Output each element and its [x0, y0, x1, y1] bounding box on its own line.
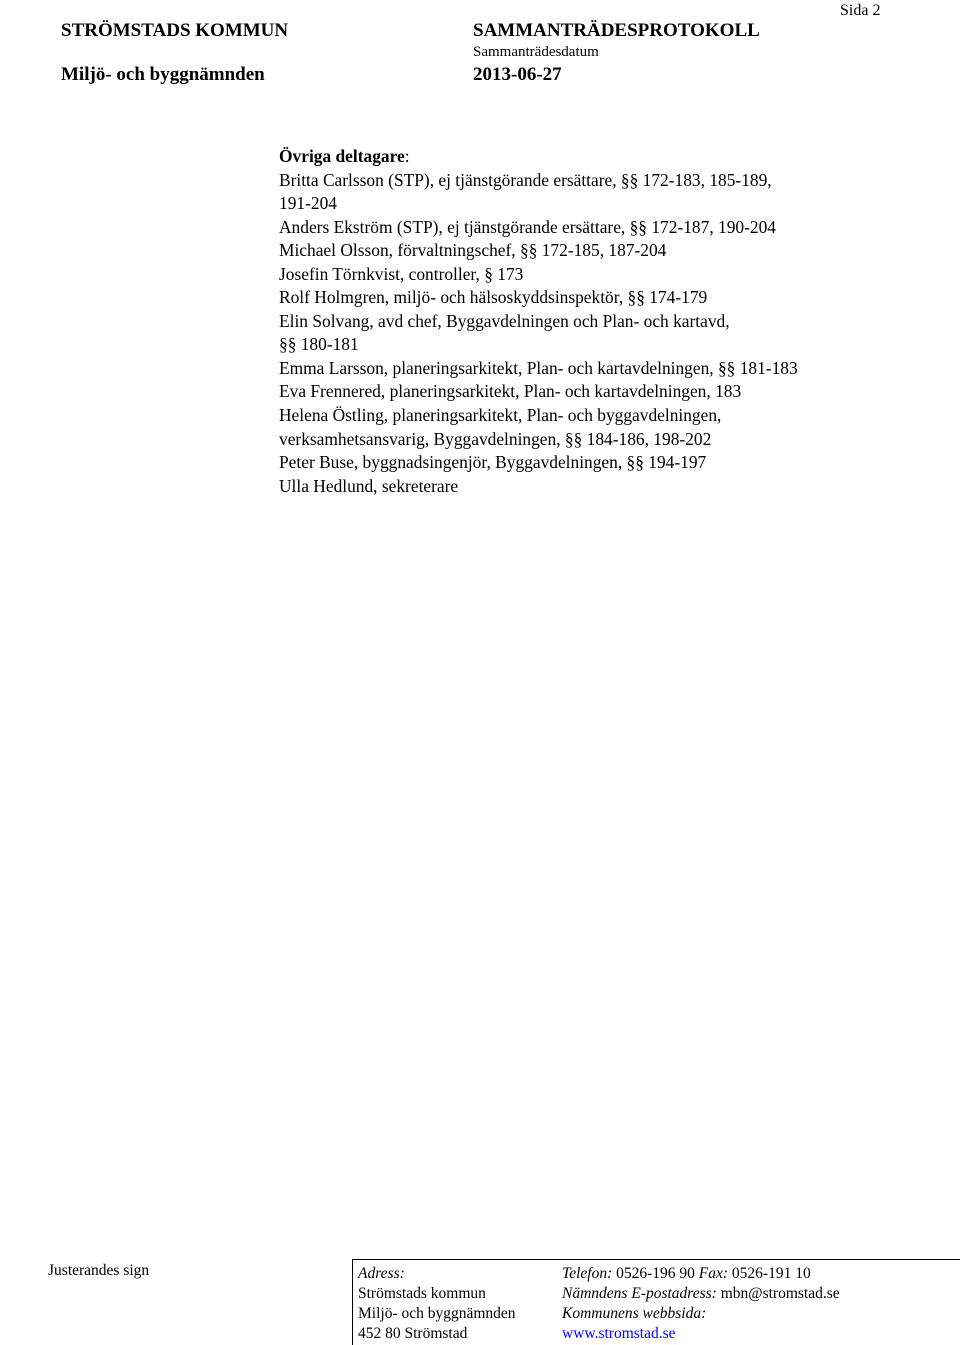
participant-line: Emma Larsson, planeringsarkitekt, Plan- och kartavdelningen, §§ 181-183 — [279, 357, 798, 378]
participant-line: §§ 180-181 — [279, 334, 359, 355]
participant-line: Anders Ekström (STP), ej tjänstgörande ersättare, §§ 172-187, 190-204 — [279, 216, 776, 237]
participant-line: Michael Olsson, förvaltningschef, §§ 172-185, 187-204 — [279, 240, 667, 261]
web-link[interactable]: www.stromstad.se — [562, 1325, 676, 1342]
address-line: Miljö- och byggnämnden — [358, 1305, 516, 1322]
date-label: Sammanträdesdatum — [473, 44, 599, 60]
participants-section — [279, 145, 798, 498]
committee-name: Miljö- och byggnämnden — [61, 64, 265, 85]
address-label: Adress: — [358, 1265, 405, 1282]
phone-label: Telefon: — [562, 1265, 613, 1282]
phone-number: 0526-196 90 — [616, 1265, 695, 1282]
participant-line: Elin Solvang, avd chef, Byggavdelningen och Plan- och kartavd, — [279, 310, 730, 331]
email-line — [562, 1284, 840, 1305]
participant-line: verksamhetsansvarig, Byggavdelningen, §§ 184-186, 198-202 — [279, 428, 712, 449]
participant-line: Peter Buse, byggnadsingenjör, Byggavdelningen, §§ 194-197 — [279, 452, 707, 473]
email-address[interactable]: mbn@stromstad.se — [720, 1285, 840, 1302]
participant-line: Josefin Törnkvist, controller, § 173 — [279, 263, 524, 284]
email-label: Nämndens E-postadress: — [562, 1285, 717, 1302]
participant-line: 191-204 — [279, 193, 337, 214]
fax-label: Fax: — [698, 1265, 729, 1282]
address-line: Strömstads kommun — [358, 1285, 486, 1302]
sign-label: Justerandes sign — [48, 1262, 150, 1279]
page-number: Sida 2 — [840, 2, 881, 19]
participant-line: Britta Carlsson (STP), ej tjänstgörande ersättare, §§ 172-183, 185-189, — [279, 169, 772, 190]
address-line: 452 80 Strömstad — [358, 1325, 468, 1342]
participants-heading: Övriga deltagare: — [279, 146, 410, 166]
meeting-date: 2013-06-27 — [473, 64, 562, 85]
web-label: Kommunens webbsida: — [562, 1305, 707, 1322]
fax-number: 0526-191 10 — [731, 1265, 811, 1282]
org-name: STRÖMSTADS KOMMUN — [61, 20, 289, 41]
phone-fax-line — [562, 1264, 811, 1285]
participant-line: Rolf Holmgren, miljö- och hälsoskyddsinspektör, §§ 174-179 — [279, 287, 708, 308]
footer-divider — [352, 1259, 960, 1260]
participant-line: Helena Östling, planeringsarkitekt, Plan- och byggavdelningen, — [279, 405, 722, 426]
participant-line: Ulla Hedlund, sekreterare — [279, 475, 459, 496]
participant-line: Eva Frennered, planeringsarkitekt, Plan- och kartavdelningen, 183 — [279, 381, 742, 402]
document-type: SAMMANTRÄDESPROTOKOLL — [473, 20, 760, 41]
footer-vertical-divider — [352, 1259, 353, 1345]
